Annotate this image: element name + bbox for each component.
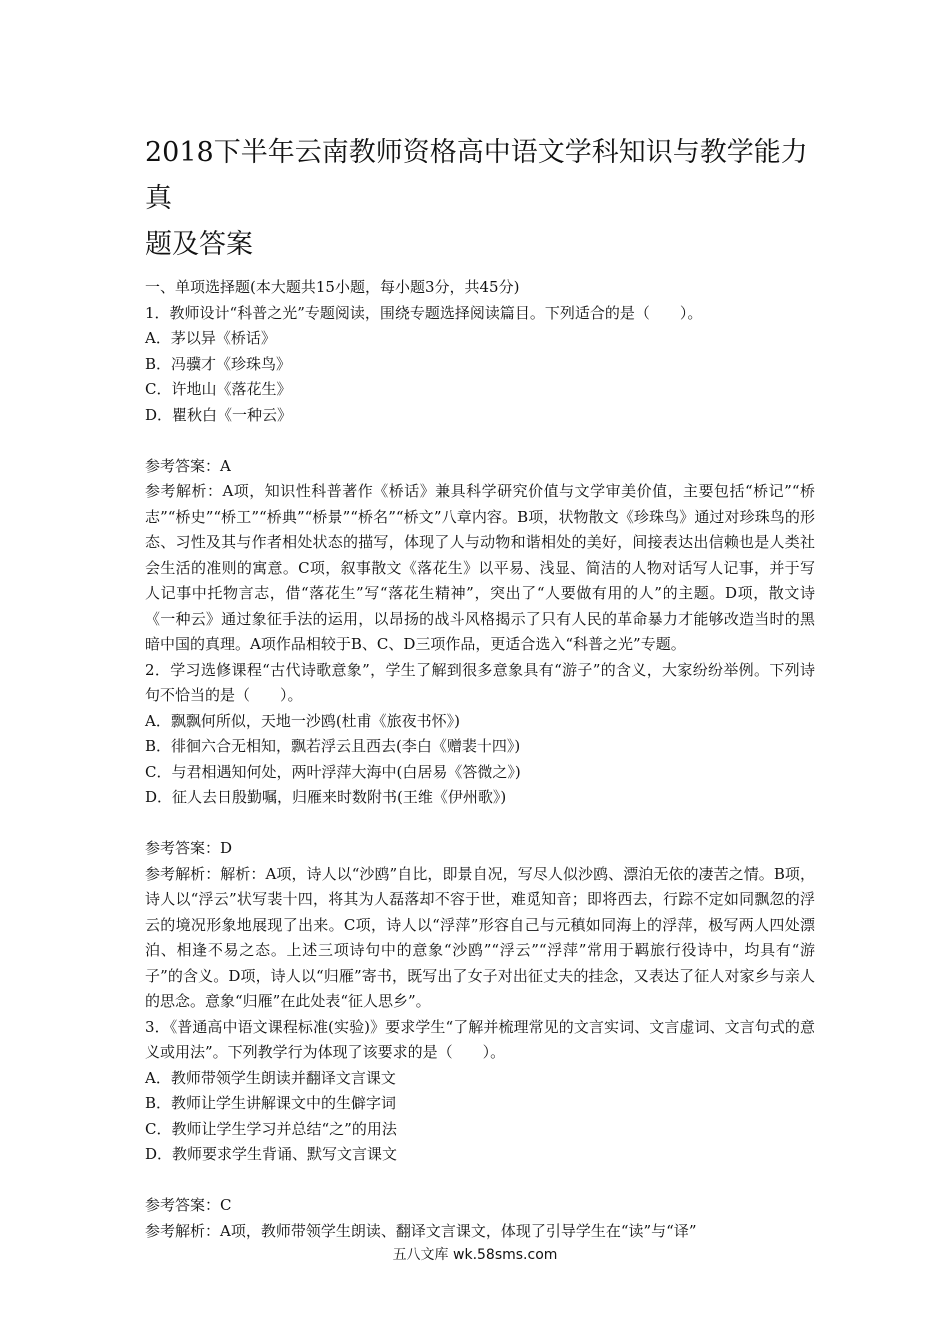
question-2-answer: 参考答案：D xyxy=(145,839,233,857)
question-3-answer: 参考答案：C xyxy=(145,1196,232,1214)
document-page xyxy=(145,130,815,1244)
question-1-option-b: B．冯骥才《珍珠鸟》 xyxy=(145,354,292,373)
question-3-option-a: A．教师带领学生朗读并翻译文言课文 xyxy=(145,1068,396,1087)
question-1-analysis: 参考解析：A项，知识性科普著作《桥话》兼具科学研究价值与文学审美价值，主要包括“桥记”“桥志”“桥史”“桥工”“桥典”“桥景”“桥名”“桥文”八章内容。B项，状物散文《珍珠鸟》通过对珍珠鸟的形态、习性及其与作者相处状态的描写，体现了人与动物和谐相处的美好，间接表达出信赖也是人类社会生活的准则的寓意。C项，叙事散文《落花生》以平易、浅显、简洁的人物对话写人记事，并于写人记事中托物言志，借“落花生”写“落花生精神”，突出了“人要做有用的人”的主题。D项，散文诗《一种云》通过象征手法的运用，以昂扬的战斗风格揭示了只有人民的革命暴力才能够改造当时的黑暗中国的真理。A项作品相较于B、C、D三项作品，更适合选入“科普之光”专题。 xyxy=(145,482,815,653)
question-3-analysis: 参考解析：A项，教师带领学生朗读、翻译文言课文，体现了引导学生在“读”与“译” xyxy=(145,1221,697,1240)
question-1-option-d: D．瞿秋白《一种云》 xyxy=(145,405,293,424)
section-heading: 一、单项选择题(本大题共15小题，每小题3分，共45分) xyxy=(145,278,520,296)
question-2-option-a: A．飘飘何所似，天地一沙鸥(杜甫《旅夜书怀》) xyxy=(145,711,461,730)
question-3-stem: 3．《普通高中语文课程标准(实验)》要求学生“了解并梳理常见的文言实词、文言虚词、文言句式的意义或用法”。下列教学行为体现了该要求的是（ ）。 xyxy=(145,1017,815,1061)
question-1-stem: 1．教师设计“科普之光”专题阅读，围绕专题选择阅读篇目。下列适合的是（ ）。 xyxy=(145,303,703,322)
spacer xyxy=(145,428,815,454)
question-1-option-a: A．茅以异《桥话》 xyxy=(145,329,276,347)
page-footer: 五八文库 wk.58sms.com xyxy=(392,1247,558,1263)
question-3-option-b: B．教师让学生讲解课文中的生僻字词 xyxy=(145,1094,397,1112)
question-3-option-d: D．教师要求学生背诵、默写文言课文 xyxy=(145,1145,398,1163)
spacer xyxy=(145,1168,815,1194)
question-1-answer: 参考答案：A xyxy=(145,456,231,475)
question-2-option-d: D．征人去日殷勤嘱，归雁来时数附书(王维《伊州歌》) xyxy=(145,788,507,806)
document-title xyxy=(145,130,815,268)
question-2-option-b: B．徘徊六合无相知，飘若浮云且西去(李白《赠裴十四》) xyxy=(145,737,521,755)
question-1-option-c: C．许地山《落花生》 xyxy=(145,380,292,398)
spacer xyxy=(145,811,815,837)
question-3-option-c: C．教师让学生学习并总结“之”的用法 xyxy=(145,1119,397,1138)
title-line-2: 题及答案 xyxy=(145,229,253,260)
question-2-stem: 2．学习选修课程“古代诗歌意象”，学生了解到很多意象具有“游子”的含义，大家纷纷举例。下列诗句不恰当的是（ ）。 xyxy=(145,660,815,704)
title-line-1: 2018下半年云南教师资格高中语文学科知识与教学能力真 xyxy=(145,137,808,214)
question-2-option-c: C．与君相遇知何处，两叶浮萍大海中(白居易《答微之》) xyxy=(145,762,521,781)
question-2-analysis: 参考解析：解析：A项，诗人以“沙鸥”自比，即景自况，写尽人似沙鸥、漂泊无依的凄苦之情。B项，诗人以“浮云”状写裴十四，将其为人磊落却不容于世，难觅知音；即将西去，行踪不定如同飘忽的浮云的境况形象地展现了出来。C项，诗人以“浮萍”形容自己与元稹如同海上的浮萍，极写两人四处漂泊、相逢不易之态。上述三项诗句中的意象“沙鸥”“浮云”“浮萍”常用于羁旅行役诗中，均具有“游子”的含义。D项，诗人以“归雁”寄书，既写出了女子对出征丈夫的挂念，又表达了征人对家乡与亲人的思念。意象“归雁”在此处表“征人思乡”。 xyxy=(145,864,815,1010)
